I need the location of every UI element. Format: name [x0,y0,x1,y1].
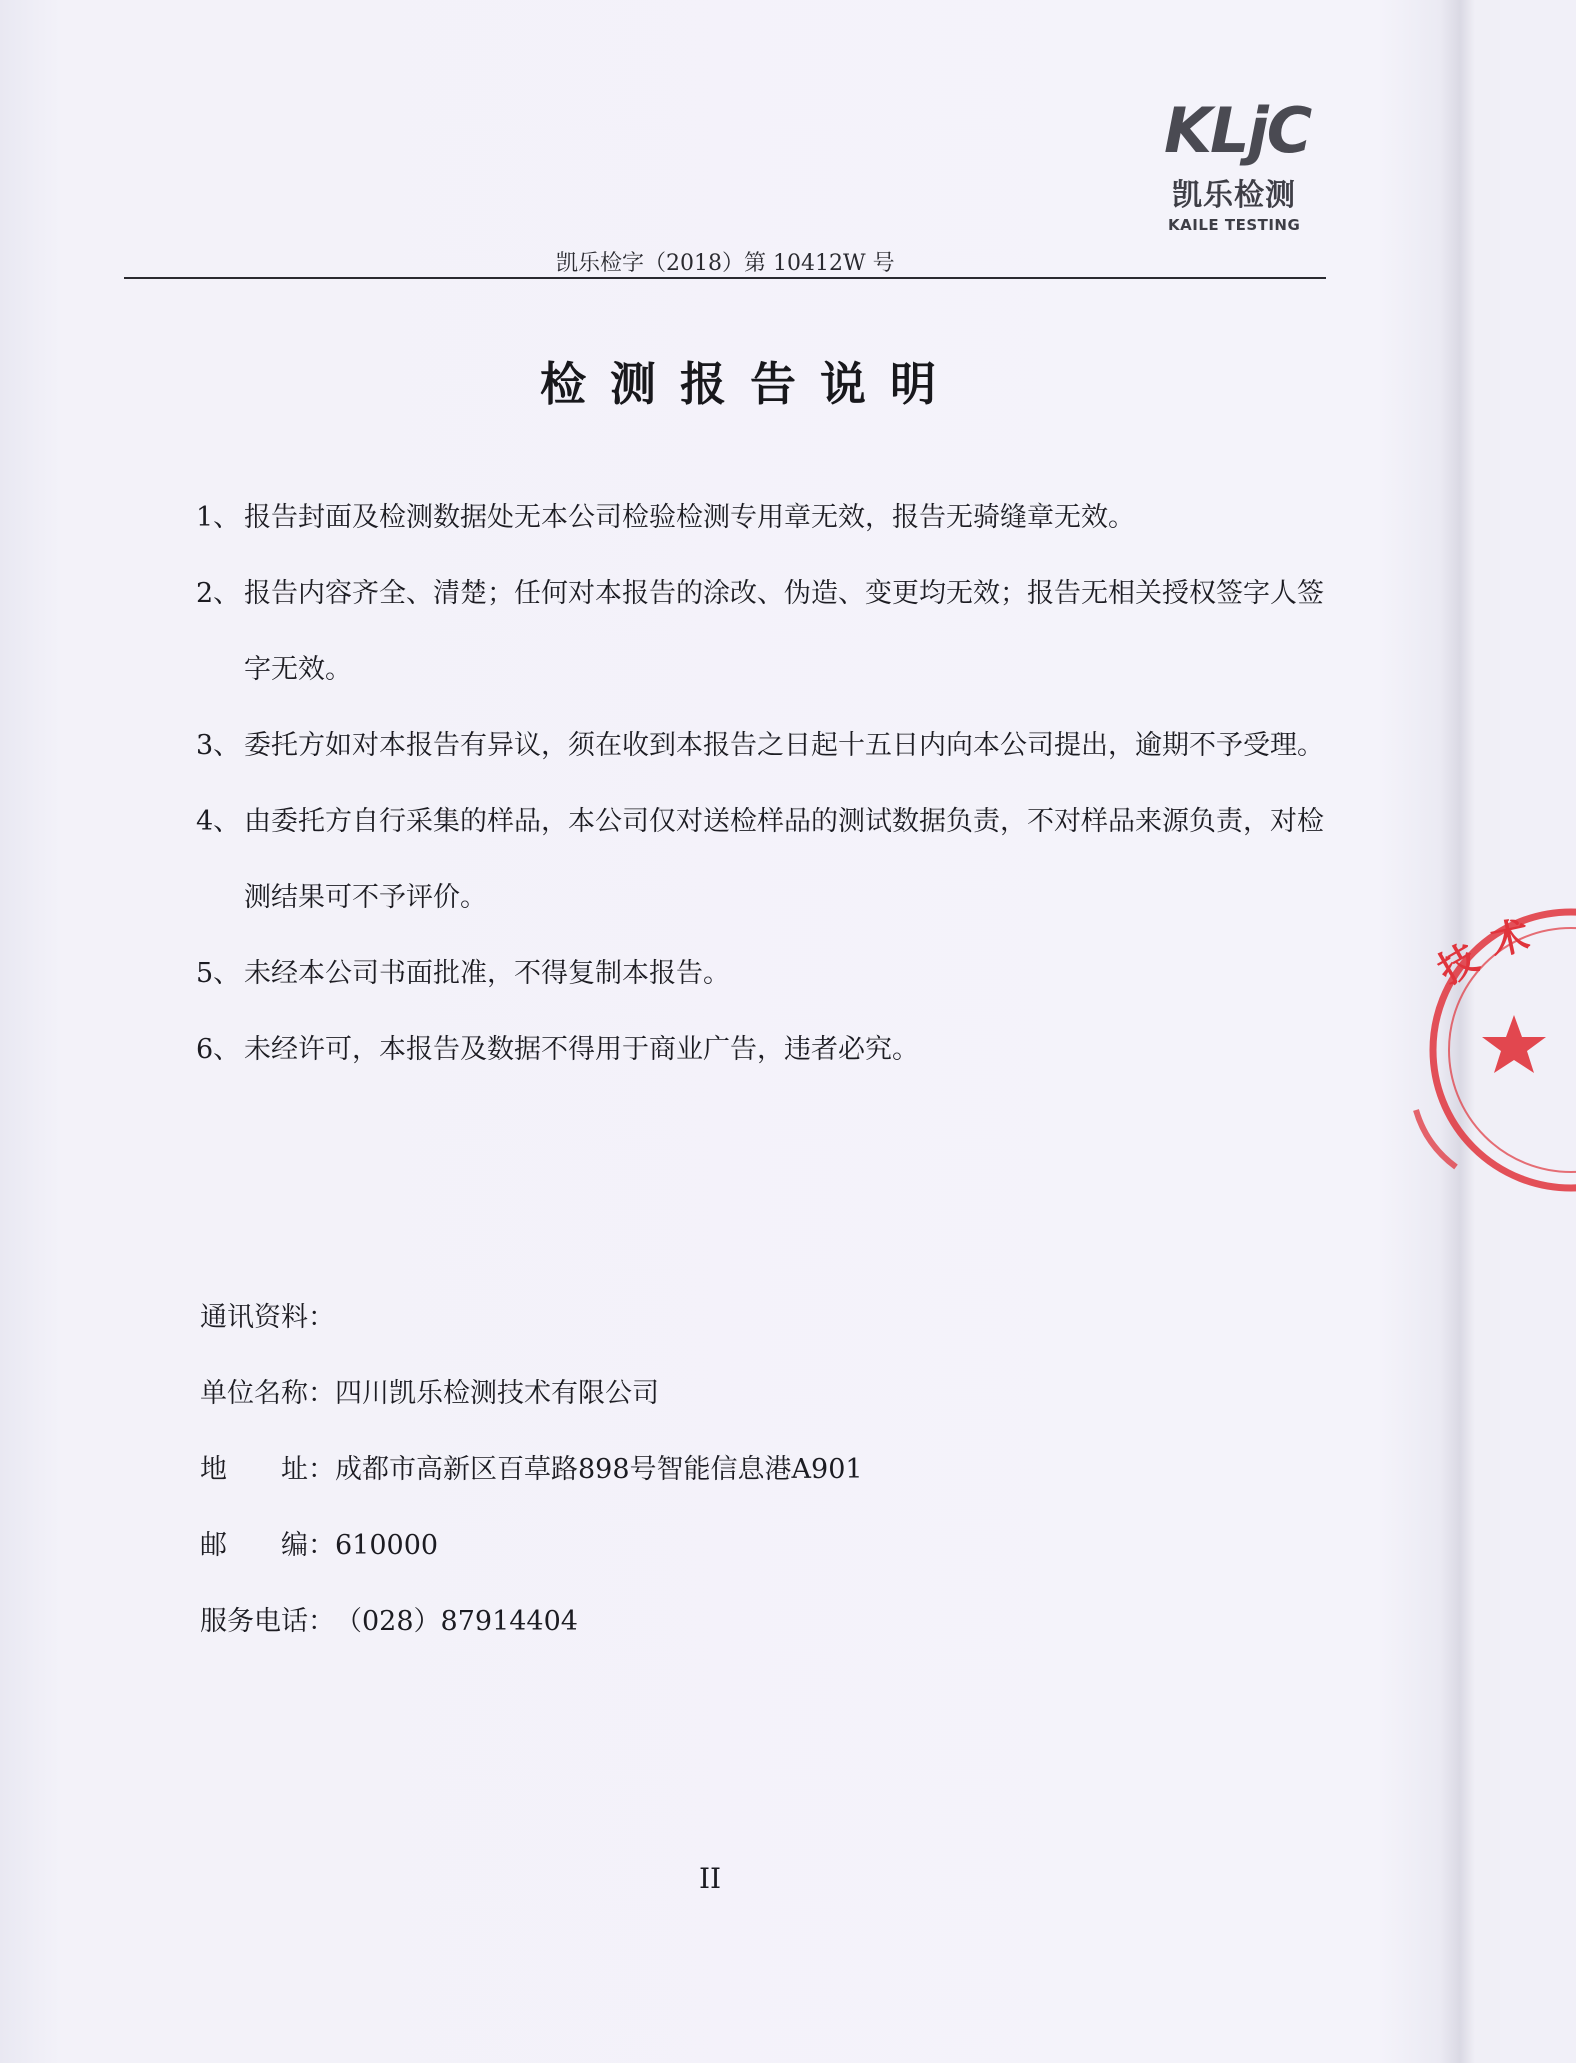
note-number: 1、 [196,502,241,533]
note-number: 4、 [196,806,241,837]
page-title: 检测报告说明 [540,357,960,411]
note-number: 6、 [196,1034,241,1065]
seal-stamp [1396,905,1576,1195]
note-text: 委托方如对本报告有异议，须在收到本报告之日起十五日内向本公司提出，逾期不予受理。 [244,730,1324,761]
note-item [196,784,1336,936]
contact-company [200,1356,1200,1432]
phone-value: （028）87914404 [335,1606,578,1637]
note-text: 未经许可，本报告及数据不得用于商业广告，违者必究。 [244,1034,919,1065]
company-value: 四川凯乐检测技术有限公司 [335,1378,659,1409]
company-logo [1148,94,1328,240]
address-value: 成都市高新区百草路898号智能信息港A901 [335,1454,863,1485]
contact-address [200,1432,1200,1508]
seal-star-icon [1482,1015,1546,1073]
logo-name-en: KAILE TESTING [1168,216,1301,234]
seal-char: 技 [1430,935,1486,993]
logo-mark: KLjC [1164,94,1311,167]
phone-label: 服务电话： [200,1606,335,1637]
page-number: II [698,1862,722,1895]
address-label: 地 址： [200,1454,335,1485]
note-number: 3、 [196,730,241,761]
report-ref-number: 凯乐检字（2018）第 10412W 号 [556,251,895,276]
postcode-value: 610000 [335,1530,439,1561]
contact-info [200,1280,1200,1660]
note-item [196,556,1336,708]
note-item [196,1012,1336,1088]
contact-phone [200,1584,1200,1660]
note-text: 报告封面及检测数据处无本公司检验检测专用章无效，报告无骑缝章无效。 [244,502,1135,533]
note-item [196,708,1336,784]
note-text: 未经本公司书面批准，不得复制本报告。 [244,958,730,989]
note-text: 报告内容齐全、清楚；任何对本报告的涂改、伪造、变更均无效；报告无相关授权签字人签字无效。 [244,578,1324,685]
header-divider [124,277,1326,279]
seal-char: 术 [1486,912,1534,964]
note-number: 5、 [196,958,241,989]
note-item [196,936,1336,1012]
contact-postcode [200,1508,1200,1584]
postcode-label: 邮 编： [200,1530,335,1561]
note-item [196,480,1336,556]
note-number: 2、 [196,578,241,609]
logo-name-cn: 凯乐检测 [1172,178,1296,213]
note-text: 由委托方自行采集的样品，本公司仅对送检样品的测试数据负责，不对样品来源负责，对检测结果可不予评价。 [244,806,1324,913]
contact-heading: 通讯资料： [200,1302,335,1333]
company-label: 单位名称： [200,1378,335,1409]
notes-list [196,480,1336,1088]
